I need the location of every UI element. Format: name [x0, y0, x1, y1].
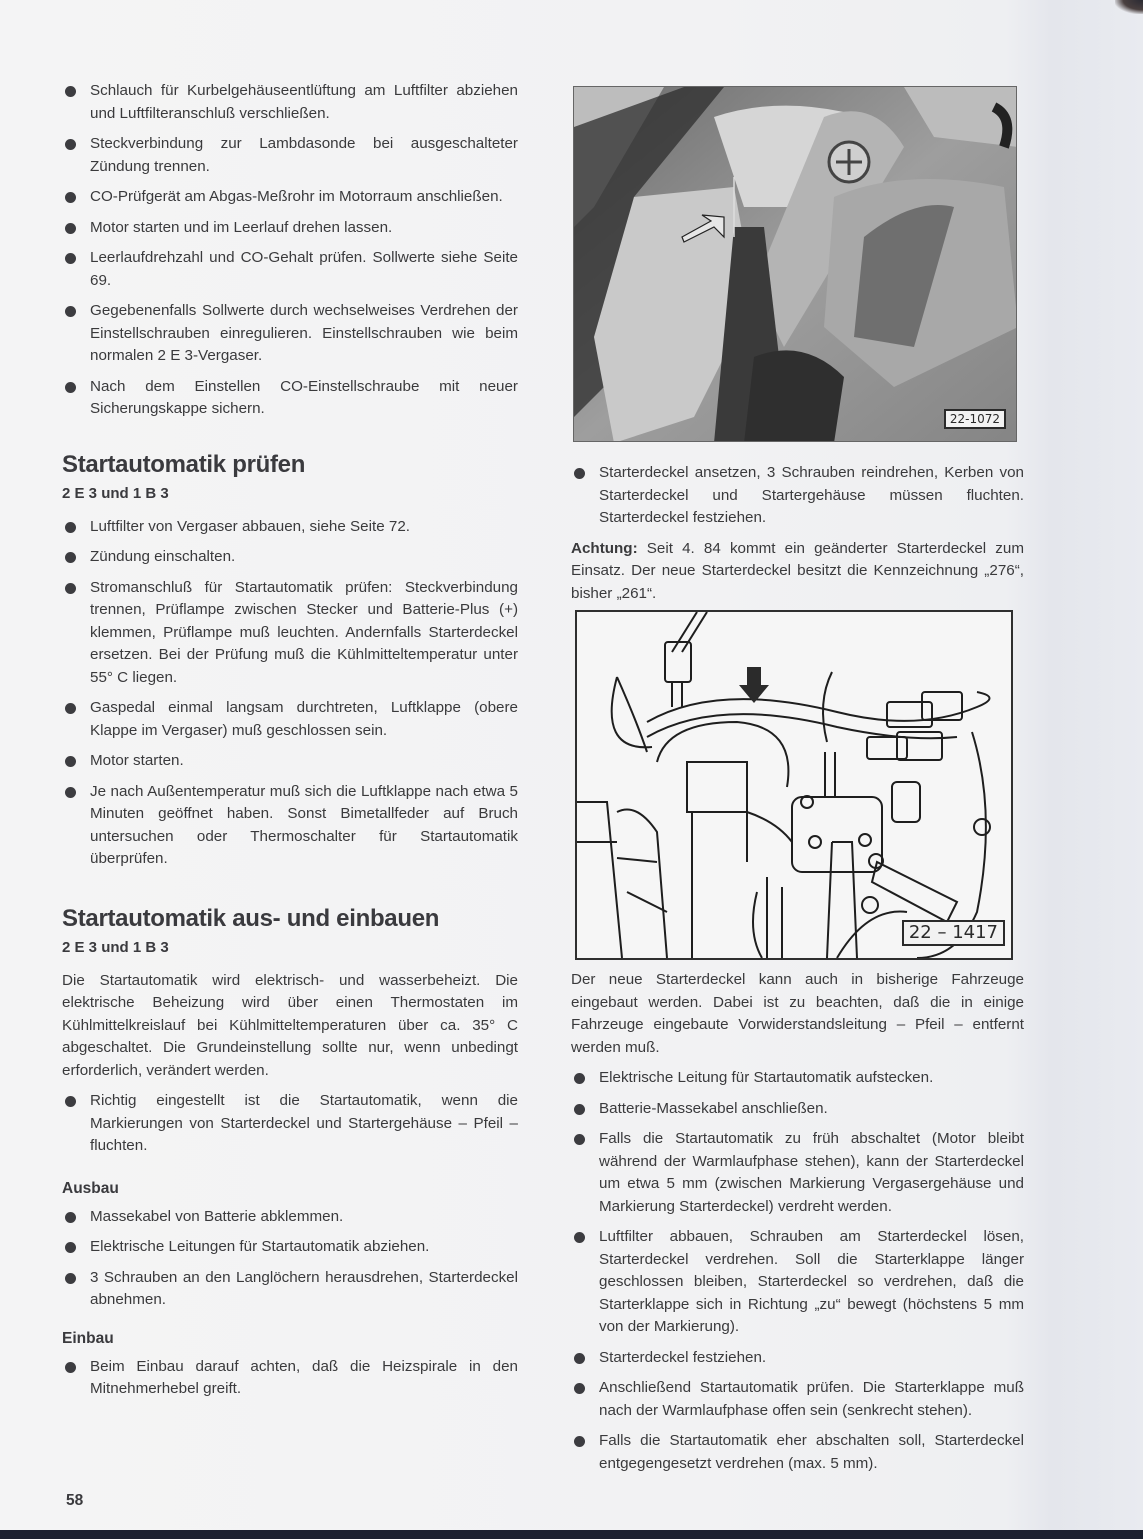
- list-item: Gegebenenfalls Sollwerte durch wechselweises Verdrehen der Einstellschrauben einregulieren. Einstellschrauben wie beim normalen 2 E 3-Vergaser.: [62, 300, 518, 368]
- list-item: Je nach Außentemperatur muß sich die Luftklappe nach etwa 5 Minuten geöffnet haben. Sonst Bimetallfeder auf Bruch untersuchen oder Thermoschalter für Startautomatik überprüfen.: [62, 781, 518, 871]
- section-heading-remove: Startautomatik aus- und einbauen: [62, 904, 440, 932]
- scan-corner-shadow: [1115, 0, 1143, 14]
- list-item: Starterdeckel ansetzen, 3 Schrauben reindrehen, Kerben von Starterdeckel und Startergehäuse müssen fluchten. Starterdeckel festziehen.: [571, 462, 1024, 530]
- list-item: Schlauch für Kurbelgehäuseentlüftung am Luftfilter abziehen und Luftfilteranschluß verschließen.: [62, 80, 518, 125]
- list-item: Massekabel von Batterie abklemmen.: [62, 1206, 518, 1229]
- list-item: Elektrische Leitung für Startautomatik aufstecken.: [571, 1067, 1024, 1090]
- list-item: Steckverbindung zur Lambdasonde bei ausgeschalteter Zündung trennen.: [62, 133, 518, 178]
- install-bullet-list: [571, 1067, 1024, 1475]
- right-column-middle: [571, 462, 1024, 613]
- note-text: Seit 4. 84 kommt ein geänderter Starterdeckel zum Einsatz. Der neue Starterdeckel besitzt die Kennzeichnung „276“, bisher „261“.: [571, 539, 1024, 602]
- intro-bullet-list: [62, 80, 518, 421]
- section-heading-check: Startautomatik prüfen: [62, 450, 306, 478]
- note-label: Achtung:: [571, 539, 638, 557]
- section-subtitle-remove: 2 E 3 und 1 B 3: [62, 938, 169, 956]
- starter-cover-drawing: [575, 610, 1013, 960]
- ausbau-heading: Ausbau: [62, 1179, 119, 1197]
- list-item: Motor starten.: [62, 750, 518, 773]
- check-bullet-list: [62, 516, 518, 871]
- list-item: Falls die Startautomatik zu früh abschaltet (Motor bleibt während der Warmlaufphase stehen), kann der Starterdeckel um etwa 5 mm (zwischen Markierung Vergasergehäuse und Markierung Starterdeckel) verdreht werden.: [571, 1128, 1024, 1218]
- list-item: Nach dem Einstellen CO-Einstellschraube mit neuer Sicherungskappe sichern.: [62, 376, 518, 421]
- note-paragraph: [571, 538, 1024, 606]
- line-drawing-illustration: [577, 612, 1011, 958]
- figure-label-drawing: 22 – 1417: [902, 920, 1005, 946]
- list-item: Richtig eingestellt ist die Startautomatik, wenn die Markierungen von Starterdeckel und Startergehäuse – Pfeil – fluchten.: [62, 1090, 518, 1158]
- remove-intro-paragraph: Die Startautomatik wird elektrisch- und wasserbeheizt. Die elektrische Beheizung wird über einen Thermostaten im Kühlmittelkreislauf bei Kühlmitteltemperaturen über ca. 35° C abgeschaltet. Die Grundeinstellung sollte nur, wenn unbedingt erforderlich, verändert werden.: [62, 971, 518, 1079]
- einbau-heading: Einbau: [62, 1329, 114, 1347]
- left-column: [62, 80, 518, 1409]
- list-item: Gaspedal einmal langsam durchtreten, Luftklappe (obere Klappe im Vergaser) muß geschlossen sein.: [62, 697, 518, 742]
- list-item: Beim Einbau darauf achten, daß die Heizspirale in den Mitnehmerhebel greift.: [62, 1356, 518, 1401]
- right-column-lower: [571, 969, 1024, 1483]
- list-item: Stromanschluß für Startautomatik prüfen: Steckverbindung trennen, Prüflampe zwischen Stecker und Batterie-Plus (+) klemmen, Prüflampe muß leuchten. Andernfalls Starterdeckel ersetzen. Bei der Prüfung muß die Kühlmitteltemperatur unter 55° C liegen.: [62, 577, 518, 690]
- new-cover-paragraph: Der neue Starterdeckel kann auch in bisherige Fahrzeuge eingebaut werden. Dabei ist zu beachten, daß die in einige Fahrzeuge eingebaute Vorwiderstandsleitung – Pfeil – entfernt werden muß.: [571, 971, 1024, 1056]
- ausbau-bullet-list: [62, 1206, 518, 1312]
- scan-bottom-edge: [0, 1530, 1143, 1539]
- list-item: Leerlaufdrehzahl und CO-Gehalt prüfen. Sollwerte siehe Seite 69.: [62, 247, 518, 292]
- list-item: Motor starten und im Leerlauf drehen lassen.: [62, 217, 518, 240]
- list-item: Falls die Startautomatik eher abschalten soll, Starterdeckel entgegengesetzt verdrehen (max. 5 mm).: [571, 1430, 1024, 1475]
- einbau-bullet-list: [62, 1356, 518, 1401]
- list-item: 3 Schrauben an den Langlöchern herausdrehen, Starterdeckel abnehmen.: [62, 1267, 518, 1312]
- list-item: CO-Prüfgerät am Abgas-Meßrohr im Motorraum anschließen.: [62, 186, 518, 209]
- list-item: Luftfilter abbauen, Schrauben am Starterdeckel lösen, Starterdeckel verdrehen. Soll die Starterklappe länger geschlossen bleiben, Starterdeckel so verdrehen, daß die Starterklappe sich in Richtung „zu“ bewegt (höchstens 5 mm von der Markierung).: [571, 1226, 1024, 1339]
- figure-label-photo: 22-1072: [944, 409, 1006, 429]
- list-item: Starterdeckel festziehen.: [571, 1347, 1024, 1370]
- page-number: 58: [66, 1492, 84, 1509]
- list-item: Batterie-Massekabel anschließen.: [571, 1098, 1024, 1121]
- list-item: Elektrische Leitungen für Startautomatik abziehen.: [62, 1236, 518, 1259]
- photo-illustration: [574, 87, 1017, 442]
- list-item: Luftfilter von Vergaser abbauen, siehe Seite 72.: [62, 516, 518, 539]
- list-item: Anschließend Startautomatik prüfen. Die Starterklappe muß nach der Warmlaufphase offen sein (senkrecht stehen).: [571, 1377, 1024, 1422]
- list-item: Zündung einschalten.: [62, 546, 518, 569]
- arrow-down-icon: [739, 667, 769, 703]
- carburetor-photo: [573, 86, 1017, 442]
- section-subtitle-check: 2 E 3 und 1 B 3: [62, 484, 169, 502]
